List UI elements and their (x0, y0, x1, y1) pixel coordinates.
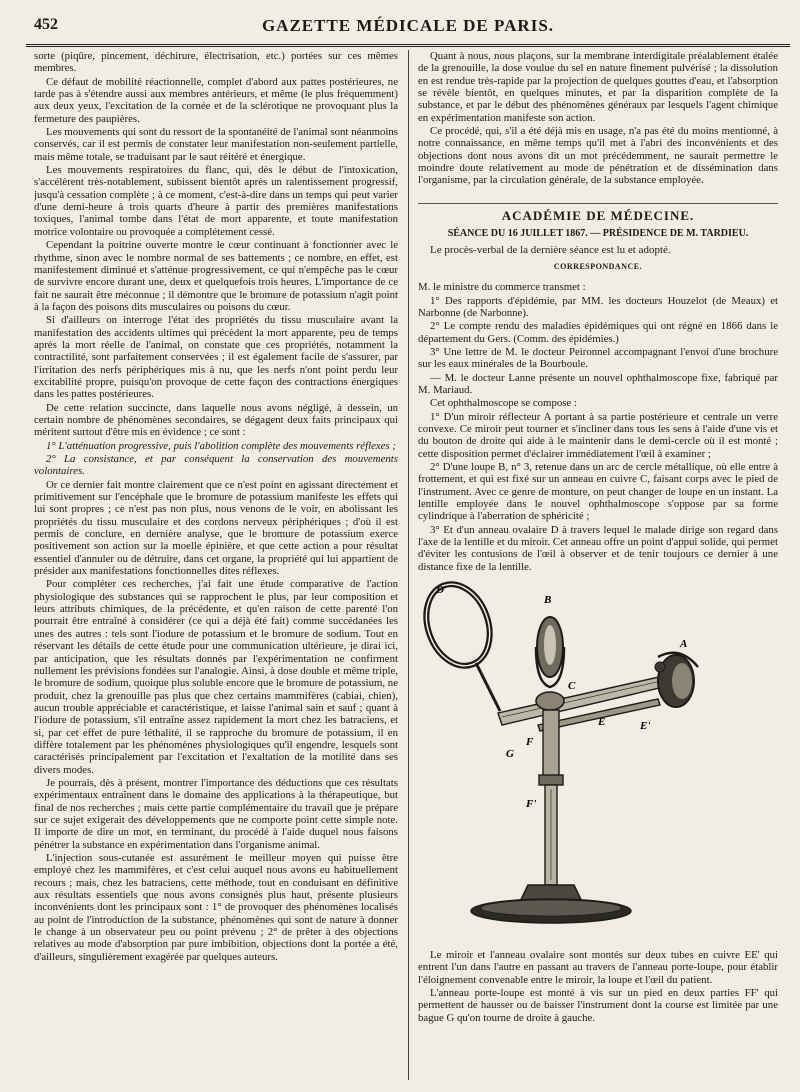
paragraph: Le miroir et l'anneau ovalaire sont montés sur deux tubes en cuivre EE' qui entrent l'un dans l'autre en passant au travers de l'anneau porte-loupe, pour établir l'éloignement convenable entre le miroir, la loupe et l'œil du patient. (418, 949, 778, 986)
ophthalmoscope-illustration (418, 575, 778, 945)
paragraph: Pour compléter ces recherches, j'ai fait une étude comparative de l'action physiologique des substances qui se rapprochent le plus, par leur composition et leurs attributs chimiques, de la précédente, et qu'en raison de cette parenté l'on pourrait être entraîné à considérer (ce qui a déjà été fait) comme succédanées les unes des autres : tels sont l'iodure de potassium et le bromure de sodium. Tout en réservant les détails de cette étude pour une communication ultérieure, je dirai ici, par anticipation, que les résultats donnés par l'expérimentation ne confirment nullement les prévisions fondées sur l'analogie. Ainsi, à dose double et même triple, le bromure de sodium, quoique plus soluble encore que le bromure de potassium, ne produit, chez la grenouille pas plus que chez certains mammifères (cabiai, chien), aucun trouble appréciable et caractéristique, et laisse l'animal sain et sauf ; quant à l'iodure de potassium, s'il entraîne assez rapidement la mort chez les batraciens, et si, par cet effet de pure léthalité, il se rapproche du bromure de potassium, il en diffère totalement par les phénomènes physiologiques qu'il engendre, lesquels sont caractérisés principalement par l'excitation et l'exaltation de la motilité dans ses divers modes. (34, 578, 398, 776)
paragraph: Ce procédé, qui, s'il a été déjà mis en usage, n'a pas été du moins mentionné, à notre connaissance, en même temps qu'il met à l'abri des inconvénients et des objections dont nous avons dit un mot précédemment, ne saurait permettre le moindre doute relativement au mode de pénétration et de dissémination dans l'organisme, par la circulation générale, de la substance employée. (418, 125, 778, 187)
minutes-text: Le procès-verbal de la dernière séance est lu et adopté. (430, 244, 671, 257)
paragraph: 3° Une lettre de M. le docteur Peironnel accompagnant l'envoi d'une brochure sur les eaux minérales de la Bourboule. (418, 345, 778, 371)
page-header (26, 8, 790, 47)
figure-label-e: E (598, 716, 606, 729)
paragraph: L'anneau porte-loupe est monté à vis sur un pied en deux parties FF' qui permettent de hausser ou de baisser l'instrument dont la course est limitée par une bague G qu'on tourne de droite à gauche. (418, 987, 778, 1024)
paragraph: Les mouvements qui sont du ressort de la spontanéité de l'animal sont néanmoins conservés, car il est permis de constater leur manifestation non-seulement partielle, mais même totale, se traduisant par le saut réitéré et énergique. (34, 126, 398, 163)
paragraph: 1° D'un miroir réflecteur A portant à sa partie postérieure et centrale un verre convexe. Ce miroir peut tourner et s'incliner dans tous les sens à l'aide d'une vis et du bouton de droite qui aide à le maintenir dans le demi-cercle où il est monté ; cette disposition permet d'éclairer immédiatement l'œil à examiner ; (418, 410, 778, 460)
figure-label-a: A (680, 638, 688, 651)
paragraph: L'injection sous-cutanée est assurément le meilleur moyen qui puisse être employé chez les mammifères, et c'est celui auquel nous avons eu habituellement recours ; mais, chez les batraciens, cette méthode, tout en conduisant en définitive aux résultats essentiels que nous avons consignés plus haut, présente plusieurs inconvénients dont les principaux sont : 1° de provoquer des phénomènes localisés au point de l'introduction de la substance, phénomènes qui sont de nature à donner le change à un observateur peu ou point prévenu ; 2° de prêter à des objections relatives au mode d'absorption par pure imbibition, objections dont la portée a été, d'ailleurs, singulièrement exagérée par quelques auteurs. (34, 852, 398, 963)
page-number: 452 (34, 16, 58, 33)
figure-label-e-prime: E' (640, 720, 651, 733)
figure-label-c: C (568, 680, 576, 693)
stand (471, 710, 631, 923)
paragraph: 1° L'atténuation progressive, puis l'abolition complète des mouvements réflexes ; (46, 439, 396, 452)
paragraph: Cependant la poitrine ouverte montre le cœur continuant à fonctionner avec le rhythme, sinon avec le nombre normal de ses battements ; ce nombre, en effet, est manifestement diminué et s'atténue progressivement, ce qui n'empêche pas le cœur de survivre encore durant une, deux et quelquefois trois heures. L'importance de ce fait ne saurait être méconnue ; il démontre que le bromure de potassium n'agit point à la façon des poisons dits musculaires ou poisons du cœur. (34, 239, 398, 313)
journal-title: GAZETTE MÉDICALE DE PARIS. (261, 16, 555, 35)
paragraph: Cet ophthalmoscope se compose : (430, 397, 577, 410)
paragraph: Je pourrais, dès à présent, montrer l'importance des déductions que ces résultats expérimentaux entraînent dans le domaine des applications à la thérapeutique, but final de nos recherches ; mais cette partie complémentaire du travail que je prépare sur ce sujet exigerait des développements que ne comporte point cette simple note. Il importe de dire un mot, en terminant, du procédé à l'aide duquel nous faisons pénétrer la substance en expérimentation dans l'organisme animal. (34, 776, 398, 851)
paragraph: 2° La consistance, et par conséquent la conservation des mouvements volontaires. (34, 453, 398, 478)
paragraph: M. le ministre du commerce transmet : (418, 281, 586, 294)
column-divider (408, 50, 409, 1080)
section-title: ACADÉMIE DE MÉDECINE. (418, 203, 778, 222)
paragraph: Si d'ailleurs on interroge l'état des propriétés du tissu musculaire avant la manifestation des accidents ultimes qui précèdent la mort apparente, peu de temps après la mort réelle de l'animal, on constate que ces propriétés, notamment la contractilité, sont parfaitement conservées ; il est également facile de s'assurer, par l'irritation des nerfs périphériques mis à nu, que les nerfs n'ont point perdu leur excitabilité propre, puisqu'on provoque de cette façon des contractions énergiques dans les pattes postérieures. (34, 314, 398, 401)
paragraph: — M. le docteur Lanne présente un nouvel ophthalmoscope fixe, fabriqué par M. Mariaud. (418, 371, 778, 396)
paragraph: sorte (piqûre, pincement, déchirure, électrisation, etc.) portées sur ces mêmes membres. (34, 50, 398, 75)
figure-label-b: B (544, 594, 552, 607)
ophthalmoscope-figure (418, 575, 778, 945)
right-column (418, 50, 778, 1084)
mirror (655, 653, 698, 707)
paragraph: Or ce dernier fait montre clairement que ce n'est point en agissant directement et primitivement sur l'encéphale que le bromure de potassium manifeste les effets qui lui sont propres ; ce n'est pas non plus, nous venons de le voir, en abolissant les propriétés du tissu musculaire et des cordons nerveux périphériques ; d'où il est permis de conclure, en dernière analyse, que le bromure de potassium exerce positivement son action sur la moelle épinière, et que cette action a pour résultat essentiel d'annuler ou de détruire, dans cet organe, la propriété qui lui appartient de présider aux manifestations fonctionnelles dites réflexes. (34, 478, 398, 578)
paragraph: 1° Des rapports d'épidémie, par MM. les docteurs Houzelot (de Meaux) et Narbonne (de Narbonne). (418, 294, 778, 319)
figure-label-f-prime: F' (526, 798, 537, 811)
paragraph: 2° D'une loupe B, n° 3, retenue dans un arc de cercle métallique, où elle entre à frottement, et qui est fixé sur un anneau en cuivre C, faisant corps avec le pied de l'instrument. Avec ce genre de monture, on peut changer de loupe en un instant. La lentille employée dans le nouvel ophthalmoscope s'oppose par sa forme cylindrique à l'aberration de sphéricité ; (418, 460, 778, 523)
paragraph: De cette relation succincte, dans laquelle nous avons négligé, à dessein, un certain nombre de phénomènes secondaires, se dégagent deux faits principaux qui méritent surtout d'être mis en évidence ; ce sont : (34, 401, 398, 439)
oval-ring (418, 575, 501, 674)
paragraph: Quant à nous, nous plaçons, sur la membrane interdigitale préalablement étalée de la grenouille, la dose voulue du sel en nature finement pulvérisé ; la dissolution en est rendue très-rapide par la projection de quelques gouttes d'eau, et l'absorption se révèle bientôt, en quelques minutes, et par la disparition complète de la substance, et par le début des phénomènes généraux par lesquels l'agent chimique en expérimentation manifeste son action. (418, 50, 778, 124)
left-column (34, 50, 398, 1084)
figure-label-f: F (526, 736, 534, 749)
figure-label-d: D (436, 584, 444, 597)
paragraph: 3° Et d'un anneau ovalaire D à travers lequel le malade dirige son regard dans l'axe de la lentille et du miroir. Cet anneau offre un point d'appui solide, qui permet d'éviter les contusions de l'œil à observer et de tenir toujours ce dernier à une distance fixe de la lentille. (418, 523, 778, 573)
paragraph: Ce défaut de mobilité réactionnelle, complet d'abord aux pattes postérieures, ne tarde pas à s'étendre aussi aux membres antérieurs, et même (le plus fréquemment) aux deux yeux, l'excitation de la cornée et de la sclérotique ne provoquant plus la fermeture des paupières. (34, 75, 398, 125)
figure-label-g: G (506, 748, 514, 761)
paragraph: 2° Le compte rendu des maladies épidémiques qui ont régné en 1866 dans le département du Gers. (Comm. des épidémies.) (418, 320, 778, 345)
paragraph: Les mouvements respiratoires du flanc, qui, dès le début de l'intoxication, s'accélèrent très-notablement, subissent bientôt après un ralentissement progressif, jusqu'à cessation complète ; à ce moment, c'est-à-dire dans un temps qui peut varier d'une demi-heure à trois quarts d'heure à partir des premières manifestations toxiques, l'animal tombe dans l'état de mort apparente, et toute manifestation motrice volontaire ou provoquée a complétement cessé. (34, 164, 398, 238)
session-heading: SÉANCE DU 16 JUILLET 1867. — PRÉSIDENCE DE M. TARDIEU. (447, 228, 749, 240)
correspondence-heading: CORRESPONDANCE. (553, 261, 643, 271)
